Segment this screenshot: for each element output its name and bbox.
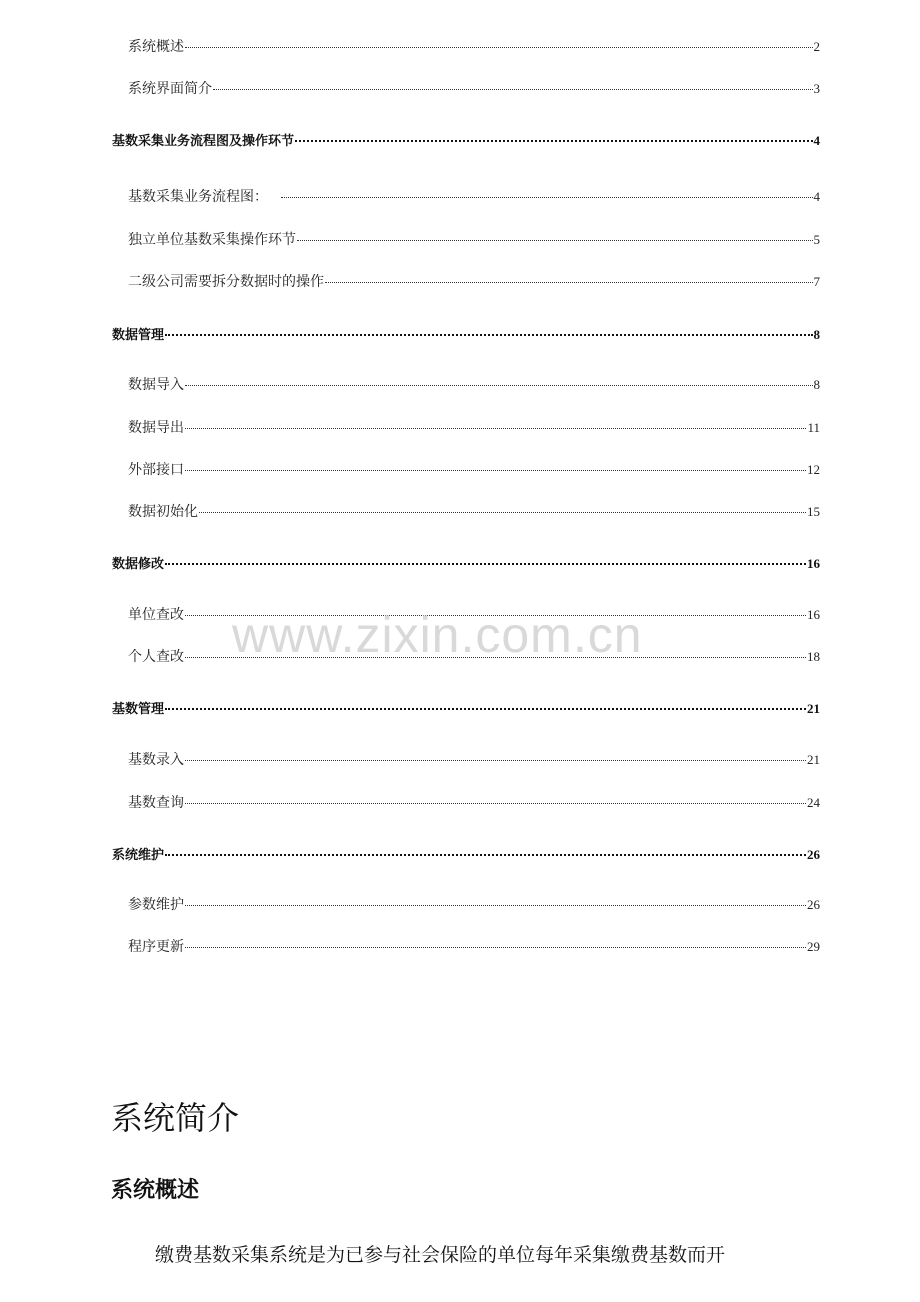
toc-entry[interactable] bbox=[0, 374, 920, 394]
toc-entry-title: 数据管理 bbox=[112, 328, 165, 343]
toc-entry[interactable] bbox=[0, 604, 920, 624]
toc-entry[interactable] bbox=[0, 186, 920, 206]
toc-entry-title: 基数采集业务流程图： bbox=[128, 189, 268, 205]
toc-entry-title: 基数录入 bbox=[128, 752, 184, 768]
toc-entry-title: 数据初始化 bbox=[128, 504, 198, 520]
toc-entry[interactable] bbox=[0, 36, 920, 56]
toc-entry-title: 系统维护 bbox=[112, 848, 165, 863]
dot-leader bbox=[295, 139, 812, 142]
watermark: www.zixin.com.cn bbox=[232, 607, 643, 663]
dot-leader bbox=[185, 384, 813, 386]
dot-leader bbox=[165, 333, 812, 336]
dot-leader bbox=[199, 511, 806, 513]
toc-entry-title: 系统概述 bbox=[128, 39, 184, 55]
toc-entry-page: 2 bbox=[813, 39, 820, 54]
dot-leader bbox=[185, 904, 806, 906]
toc-entry-page: 18 bbox=[807, 649, 820, 664]
toc-entry-page: 7 bbox=[813, 274, 820, 289]
toc-entry-page: 29 bbox=[807, 939, 820, 954]
dot-leader bbox=[185, 656, 806, 658]
toc-entry[interactable] bbox=[0, 936, 920, 956]
toc-entry-title: 基数管理 bbox=[112, 702, 165, 717]
dot-leader bbox=[165, 853, 806, 856]
toc-entry-title: 程序更新 bbox=[128, 939, 184, 955]
toc-entry-page: 21 bbox=[807, 701, 820, 716]
toc-entry[interactable] bbox=[0, 417, 920, 437]
toc-entry-title: 基数查询 bbox=[128, 795, 184, 811]
toc-entry[interactable] bbox=[0, 130, 920, 149]
section-subheading: 系统概述 bbox=[111, 1178, 200, 1203]
dot-leader bbox=[185, 469, 806, 471]
toc-entry[interactable] bbox=[0, 459, 920, 479]
body-paragraph: 缴费基数采集系统是为已参与社会保险的单位每年采集缴费基数而开 bbox=[155, 1244, 726, 1266]
toc-entry-title: 数据修改 bbox=[112, 557, 165, 572]
toc-entry-page: 16 bbox=[807, 556, 820, 571]
toc-entry[interactable] bbox=[0, 749, 920, 769]
toc-entry-title: 参数维护 bbox=[128, 897, 184, 913]
dot-leader bbox=[185, 427, 806, 429]
toc-entry[interactable] bbox=[0, 894, 920, 914]
dot-leader bbox=[213, 88, 813, 90]
dot-leader bbox=[185, 946, 806, 948]
toc-entry-page: 5 bbox=[813, 232, 820, 247]
toc-entry-page: 15 bbox=[807, 504, 820, 519]
toc-entry[interactable] bbox=[0, 271, 920, 291]
toc-entry-title: 二级公司需要拆分数据时的操作 bbox=[128, 274, 324, 290]
dot-leader bbox=[297, 239, 813, 241]
toc-entry[interactable] bbox=[0, 229, 920, 249]
toc-entry[interactable] bbox=[0, 501, 920, 521]
toc-entry[interactable] bbox=[0, 698, 920, 717]
toc-entry-title: 单位查改 bbox=[128, 607, 184, 623]
toc-entry-page: 12 bbox=[807, 462, 820, 477]
toc-entry-page: 8 bbox=[813, 377, 820, 392]
dot-leader bbox=[165, 562, 806, 565]
toc-entry-page: 24 bbox=[807, 795, 820, 810]
toc-entry[interactable] bbox=[0, 792, 920, 812]
dot-leader bbox=[185, 759, 806, 761]
toc-entry-title: 独立单位基数采集操作环节 bbox=[128, 232, 296, 248]
dot-leader bbox=[185, 802, 806, 804]
toc-entry-page: 16 bbox=[807, 607, 820, 622]
toc-entry[interactable] bbox=[0, 78, 920, 98]
dot-leader bbox=[165, 707, 806, 710]
toc-entry-title: 基数采集业务流程图及操作环节 bbox=[112, 134, 295, 149]
toc-entry-title: 系统界面简介 bbox=[128, 81, 212, 97]
toc-entry-title: 个人查改 bbox=[128, 649, 184, 665]
dot-leader bbox=[325, 281, 813, 283]
toc-entry-title: 数据导入 bbox=[128, 377, 184, 393]
dot-leader bbox=[185, 614, 806, 616]
dot-leader bbox=[281, 196, 813, 198]
toc-entry-title: 数据导出 bbox=[128, 420, 184, 436]
toc-entry-page: 4 bbox=[813, 189, 820, 204]
toc-entry-page: 4 bbox=[813, 133, 820, 148]
toc-entry-title: 外部接口 bbox=[128, 462, 184, 478]
dot-leader bbox=[185, 46, 813, 48]
toc-entry[interactable] bbox=[0, 844, 920, 863]
toc-entry-page: 21 bbox=[807, 752, 820, 767]
toc-entry[interactable] bbox=[0, 553, 920, 572]
toc-entry[interactable] bbox=[0, 324, 920, 343]
toc-entry-page: 26 bbox=[807, 897, 820, 912]
toc-entry-page: 26 bbox=[807, 847, 820, 862]
section-heading: 系统简介 bbox=[111, 1099, 240, 1137]
toc-entry-page: 3 bbox=[813, 81, 820, 96]
toc-entry[interactable] bbox=[0, 646, 920, 666]
toc-entry-page: 8 bbox=[813, 327, 820, 342]
toc-entry-page: 11 bbox=[807, 420, 820, 435]
